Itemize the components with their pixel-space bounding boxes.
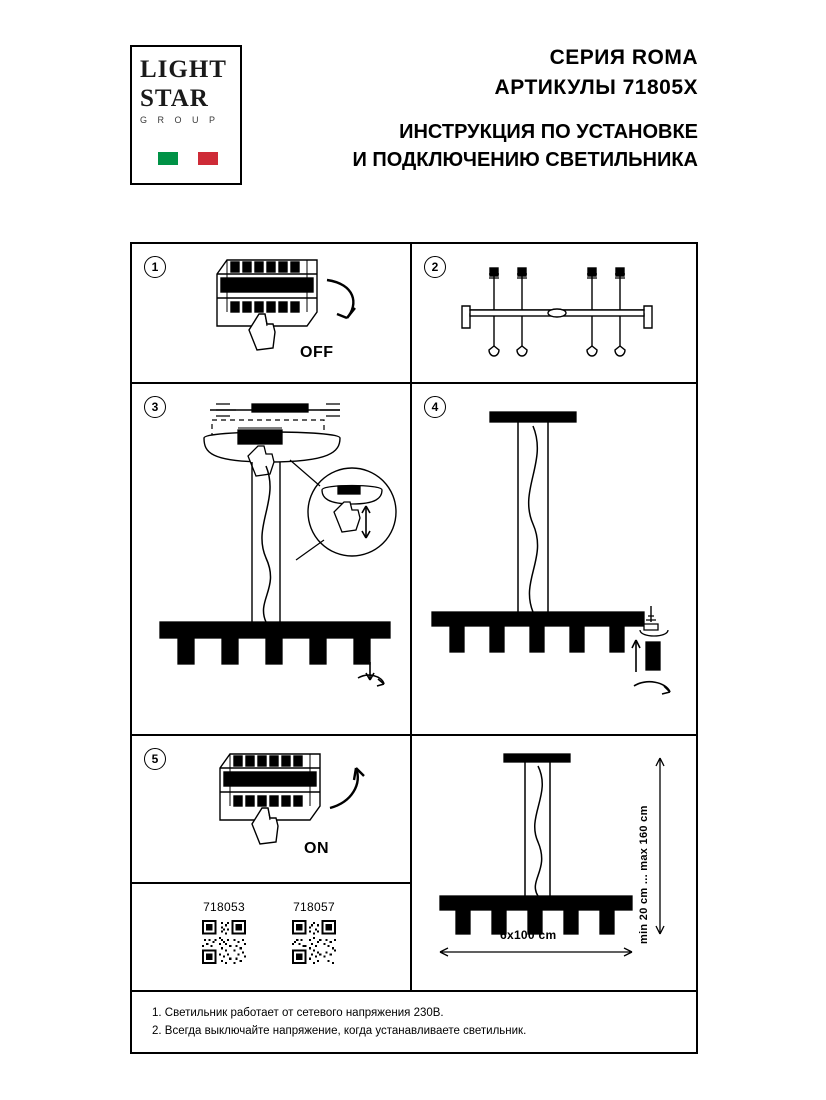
article-numbers: АРТИКУЛЫ 71805X xyxy=(494,76,698,99)
qr-code-icon xyxy=(292,920,336,964)
note-line: 1. Светильник работает от сетевого напряжения 230В. xyxy=(152,1007,444,1019)
qr-code-number: 718057 xyxy=(293,900,335,914)
title-block xyxy=(260,45,698,173)
step-1-label: OFF xyxy=(300,344,334,361)
document-header xyxy=(130,45,698,195)
step-1-number: 1 xyxy=(144,256,166,278)
brand-logo xyxy=(130,45,242,185)
qr-item[interactable] xyxy=(202,900,246,964)
horizontal-dimension-label: 6x100 cm xyxy=(500,928,557,942)
italian-flag-icon xyxy=(158,152,218,165)
logo-wordmark xyxy=(140,55,236,125)
instruction-title-line-2: И ПОДКЛЮЧЕНИЮ СВЕТИЛЬНИКА xyxy=(352,149,698,171)
step-2-panel xyxy=(412,244,696,384)
logo-line-1: LIGHT xyxy=(140,56,227,83)
note-line: 2. Всегда выключайте напряжение, когда устанавливаете светильник. xyxy=(152,1025,527,1037)
step-2-number: 2 xyxy=(424,256,446,278)
step-2-illustration xyxy=(452,254,672,374)
step-1-panel xyxy=(132,244,412,384)
dimensions-illustration xyxy=(412,736,692,988)
notes-panel xyxy=(132,992,696,1052)
step-3-panel xyxy=(132,384,412,736)
step-5-panel xyxy=(132,736,412,884)
step-4-panel xyxy=(412,384,696,736)
step-5-label: ON xyxy=(304,840,329,857)
qr-code-number: 718053 xyxy=(203,900,245,914)
series-title: СЕРИЯ ROMA xyxy=(549,46,698,69)
step-5-illustration xyxy=(190,746,420,870)
step-4-number: 4 xyxy=(424,396,446,418)
step-3-illustration xyxy=(140,390,410,730)
qr-item[interactable] xyxy=(292,900,336,964)
step-5-number: 5 xyxy=(144,748,166,770)
logo-line-2: STAR xyxy=(140,85,209,112)
instruction-title-line-1: ИНСТРУКЦИЯ ПО УСТАНОВКЕ xyxy=(399,121,698,143)
steps-grid xyxy=(130,242,698,1054)
qr-panel xyxy=(132,884,412,992)
step-1-illustration xyxy=(187,252,417,372)
logo-group-text: G R O U P xyxy=(140,115,220,125)
step-3-number: 3 xyxy=(144,396,166,418)
qr-code-icon xyxy=(202,920,246,964)
vertical-dimension-label: min 20 cm ... max 160 cm xyxy=(638,805,650,944)
step-4-illustration xyxy=(422,390,692,730)
dimensions-panel xyxy=(412,736,696,992)
